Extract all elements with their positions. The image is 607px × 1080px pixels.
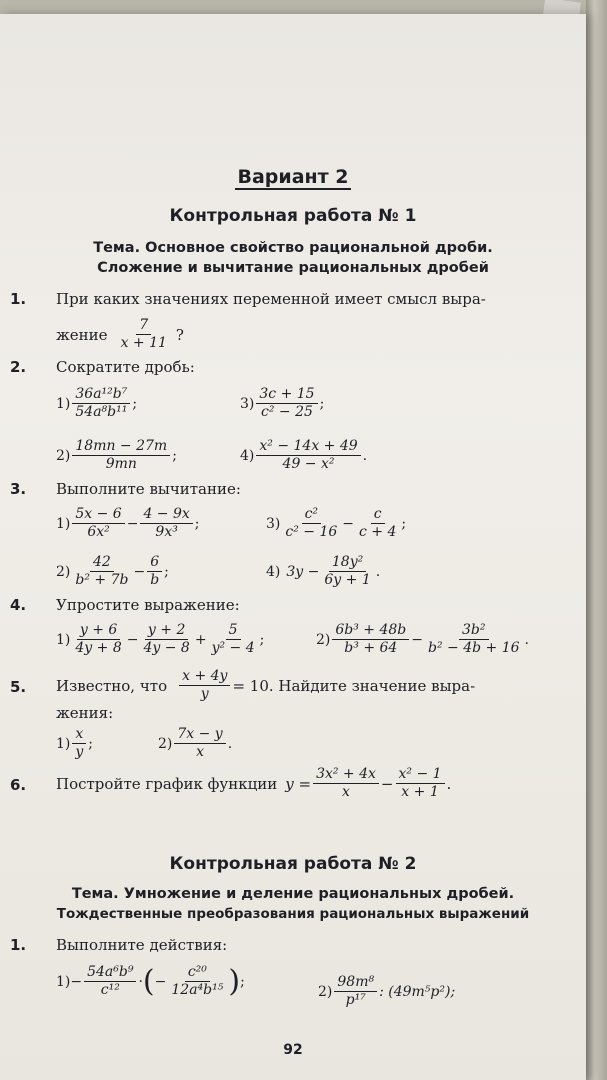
task3-item3: 3) $\frac{\text{c²}}{\text{c² − 16}}$ − $\frac{c}{c + 4}$ ;: [266, 506, 407, 540]
task4-item2: 2) $\frac{\text{6b³ + 48b}}{\text{b³ + 64}}$ − $\frac{\text{3b²}}{\text{b² − 4b + 16}}$ .: [316, 622, 529, 656]
task5-line2: жения:: [56, 704, 114, 722]
task4-number: 4.: [10, 596, 27, 614]
task4-text: Упростите выражение:: [56, 596, 240, 614]
task2-item4: 4) $\frac{\text{x² − 14x + 49}}{\text{49 − x²}}$ .: [240, 438, 368, 472]
task1-text: При каких значениях переменной имеет смысл выра-: [56, 290, 486, 308]
task2-item1: 1) $\frac{\text{36a¹²b⁷}}{\text{54a⁸b¹¹}}$ ;: [56, 386, 138, 420]
task6-line: Постройте график функции y = $\frac{\text{3x² + 4x}}{x}$ − $\frac{\text{x² − 1}}{x + 1}$ .: [56, 766, 452, 800]
work2-topic-line1: Тема. Умножение и деление рациональных дробей.: [71, 886, 515, 902]
work2-task1-text: Выполните действия:: [56, 936, 228, 954]
task1-number: 1.: [10, 290, 27, 308]
task3-item1: 1) $\frac{5x - 6}{\text{6x²}}$ − $\frac{4 - 9x}{\text{9x³}}$ ;: [56, 506, 200, 540]
work1-title: Контрольная работа № 1: [169, 206, 417, 226]
task5-item1: 1) $\frac{x}{y}$ ;: [56, 726, 94, 760]
task2-text: Сократите дробь:: [56, 358, 195, 376]
task4-item1: 1) $\frac{y + 6}{4y + 8}$ − $\frac{y + 2}{4y - 8}$ + $\frac{5}{\text{y² − 4}}$ ;: [56, 622, 265, 656]
task3-item2: 2) $\frac{42}{\text{b² + 7b}}$ − $\frac{6}{b}$ ;: [56, 554, 169, 588]
task3-number: 3.: [10, 480, 27, 498]
work2-task1-number: 1.: [10, 936, 27, 954]
variant-title: Вариант 2: [237, 166, 349, 188]
task3-text: Выполните вычитание:: [56, 480, 241, 498]
work2-topic-line2: Тождественные преобразования рациональных выражений: [56, 906, 530, 922]
task2-item3: 3) $\frac{3c + 15}{\text{c² − 25}}$ ;: [240, 386, 325, 420]
work2-task1-item1: 1) − $\frac{\text{54a⁶b⁹}}{\text{c¹²}}$ · ( − $\frac{\text{c²⁰}}{\text{12a⁴b¹⁵}}$ ) ;: [56, 963, 245, 999]
task2-number: 2.: [10, 358, 27, 376]
task5-item2: 2) $\frac{7x - y}{x}$ .: [158, 726, 233, 760]
page-number: 92: [283, 1042, 303, 1058]
task1-line2: жение $\frac{7}{x + 11}$ ?: [56, 317, 184, 351]
task5-line1: Известно, что $\frac{x + 4y}{y}$ = 10. Найдите значение выра-: [56, 668, 476, 702]
task5-number: 5.: [10, 678, 27, 696]
work1-topic-line2: Сложение и вычитание рациональных дробей: [97, 260, 489, 276]
textbook-page: [0, 14, 586, 1080]
work2-title: Контрольная работа № 2: [169, 854, 417, 874]
work2-task1-item2: 2) $\frac{\text{98m⁸}}{\text{p¹⁷}}$ : (49m⁵p²);: [318, 974, 456, 1008]
task3-item4: 4) 3y − $\frac{\text{18y²}}{6y + 1}$ .: [266, 554, 381, 588]
task6-number: 6.: [10, 776, 27, 794]
book-edge: [586, 0, 607, 1080]
task2-item2: 2) $\frac{18mn - 27m}{9mn}$ ;: [56, 438, 177, 472]
work1-topic-line1: Тема. Основное свойство рациональной дроби.: [93, 240, 493, 256]
